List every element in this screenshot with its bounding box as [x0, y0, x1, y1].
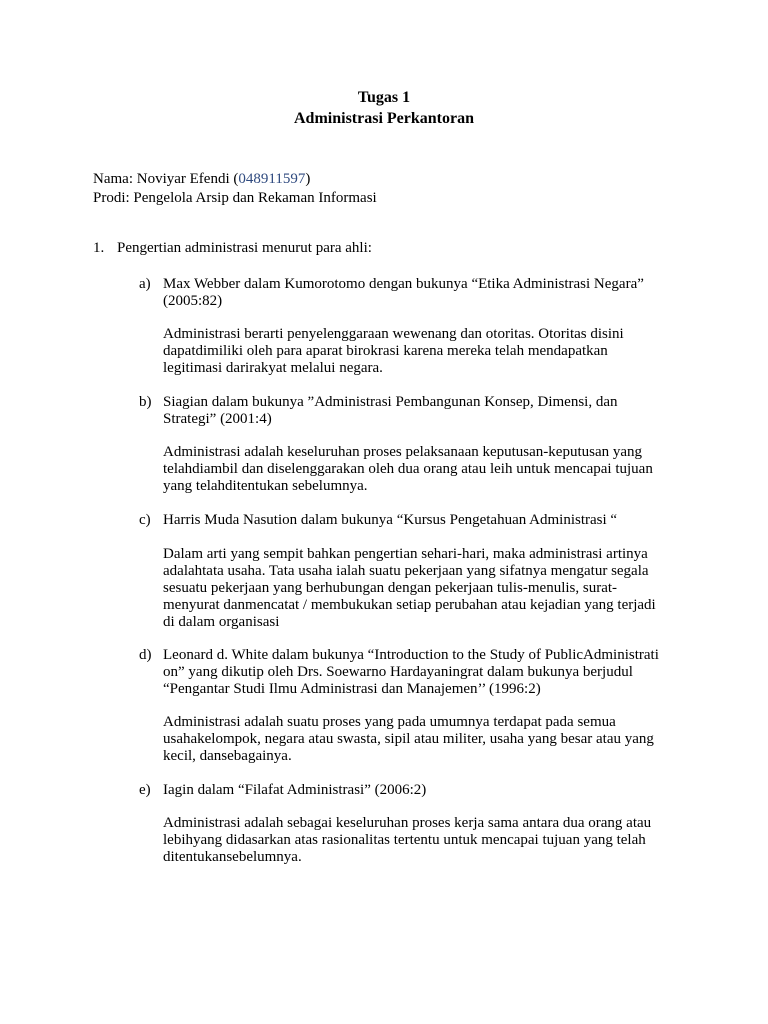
list-marker-a: a): [139, 276, 151, 292]
item-c-definition: [163, 546, 678, 631]
text-line: dapatdimiliki oleh para aparat birokrasi karena mereka telah mendapatkan: [163, 343, 608, 359]
item-b-definition: [163, 444, 678, 495]
text-line: sesuatu pekerjaan yang berhubungan dengan pekerjaan tulis-menulis, surat-: [163, 580, 618, 596]
assignment-title: Tugas 1: [357, 89, 411, 106]
text-line: menyurat danmencatat / membukukan setiap perubahan atau kejadian yang terjadi: [163, 597, 656, 613]
text-line: ditentukansebelumnya.: [163, 849, 302, 865]
question-number: 1.: [93, 240, 105, 256]
text-line: kecil, dansebagainya.: [163, 748, 292, 764]
text-line: Max Webber dalam Kumorotomo dengan bukunya “Etika Administrasi Negara”: [163, 276, 644, 292]
text-line: legitimasi darirakyat melalui negara.: [163, 360, 383, 376]
text-line: Administrasi berarti penyelenggaraan wewenang dan otoritas. Otoritas disini: [163, 326, 624, 342]
text-line: yang telahditentukan sebelumnya.: [163, 478, 368, 494]
item-a-source: [163, 276, 678, 310]
student-name-close: ): [305, 171, 311, 187]
item-e-source: [163, 782, 678, 799]
text-line: Iagin dalam “Filafat Administrasi” (2006:2): [163, 782, 427, 798]
item-d-source: [163, 647, 678, 698]
course-title: Administrasi Perkantoran: [294, 110, 474, 127]
list-marker-c: c): [139, 512, 151, 528]
text-line: Dalam arti yang sempit bahkan pengertian sehari-hari, maka administrasi artinya: [163, 546, 648, 562]
text-line: Administrasi adalah suatu proses yang pada umumnya terdapat pada semua: [163, 714, 616, 730]
item-d-definition: [163, 714, 678, 765]
text-line: “Pengantar Studi Ilmu Administrasi dan Manajemen’’ (1996:2): [163, 681, 541, 697]
item-e-definition: [163, 815, 678, 866]
student-name-line: [93, 171, 310, 188]
text-line: adalahtata usaha. Tata usaha ialah suatu pekerjaan yang sifatnya mengatur segala: [163, 563, 649, 579]
item-c-source: [163, 512, 678, 529]
text-line: usahakelompok, negara atau swasta, sipil atau militer, usaha yang besar atau yang: [163, 731, 654, 747]
text-line: Harris Muda Nasution dalam bukunya “Kursus Pengetahuan Administrasi “: [163, 512, 618, 528]
text-line: Administrasi adalah sebagai keseluruhan proses kerja sama antara dua orang atau: [163, 815, 652, 831]
student-id: 048911597: [238, 171, 306, 187]
text-line: telahdiambil dan diselenggarakan oleh dua orang atau leih untuk mencapai tujuan: [163, 461, 653, 477]
item-b-source: [163, 394, 678, 428]
question-text: Pengertian administrasi menurut para ahli:: [117, 240, 372, 256]
list-marker-d: d): [139, 647, 152, 663]
text-line: Leonard d. White dalam bukunya “Introduction to the Study of PublicAdministrati: [163, 647, 659, 663]
text-line: Siagian dalam bukunya ”Administrasi Pembangunan Konsep, Dimensi, dan: [163, 394, 618, 410]
text-line: (2005:82): [163, 293, 223, 309]
text-line: Strategi” (2001:4): [163, 411, 272, 427]
list-marker-e: e): [139, 782, 151, 798]
text-line: Administrasi adalah keseluruhan proses pelaksanaan keputusan-keputusan yang: [163, 444, 643, 460]
study-program: Prodi: Pengelola Arsip dan Rekaman Informasi: [93, 190, 377, 206]
list-marker-b: b): [139, 394, 152, 410]
text-line: di dalam organisasi: [163, 614, 280, 630]
student-name: Nama: Noviyar Efendi (: [93, 171, 239, 187]
text-line: lebihyang didasarkan atas rasionalitas tertentu untuk mencapai tujuan yang telah: [163, 832, 646, 848]
text-line: on” yang dikutip oleh Drs. Soewarno Hardayaningrat dalam bukunya berjudul: [163, 664, 633, 680]
item-a-definition: [163, 326, 678, 377]
